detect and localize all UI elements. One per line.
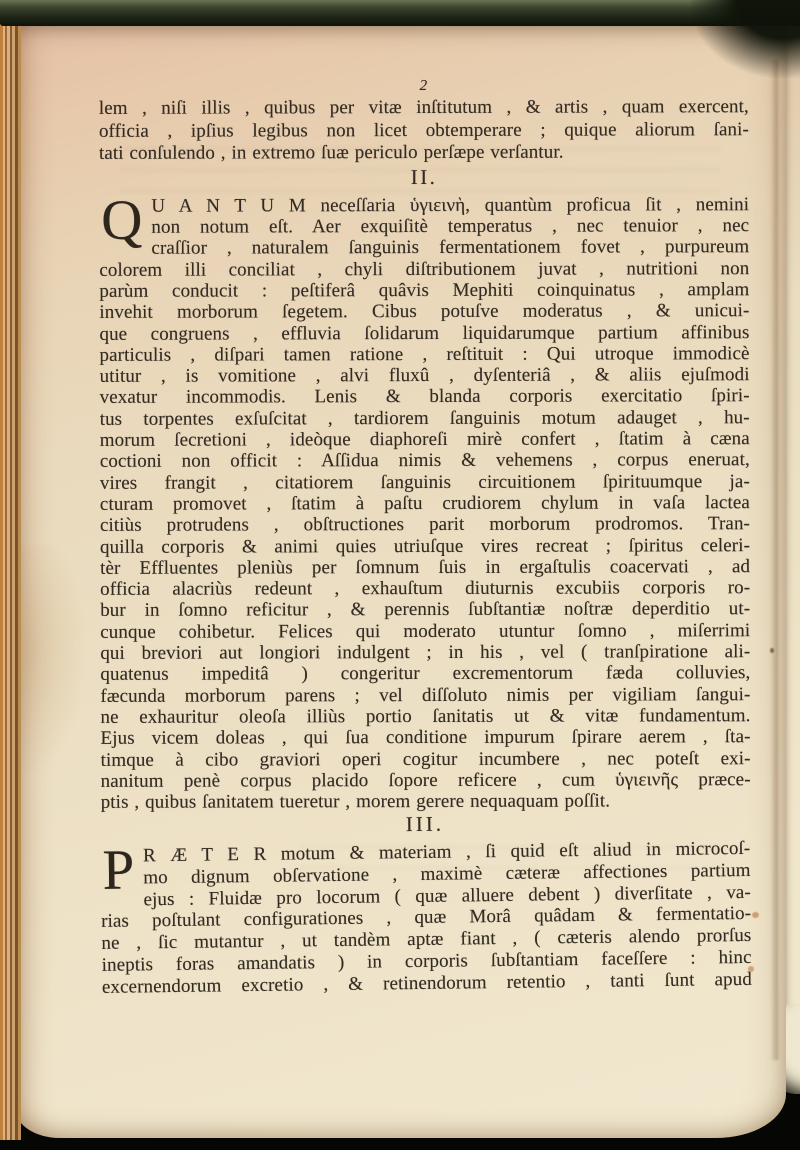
text-line: nanitum penè corpus placido ſopore reficere , cum ὑγιεινῆς præce- bbox=[100, 768, 751, 792]
section-heading-iii: III. bbox=[405, 812, 445, 837]
text-line: ne exhauritur oleoſa illiùs portio ſanitatis ut & vitæ fundamentum. bbox=[100, 705, 751, 728]
page-fold-shadow bbox=[770, 60, 782, 1060]
text-line: lem , niſi illis , quibus per vitæ inſtitutum , & artis , quam exercent, bbox=[98, 96, 749, 119]
text-line: excernendorum excretio , & retinendorum retentio , tanti ſunt apud bbox=[101, 969, 753, 999]
section-iii-block bbox=[100, 809, 752, 999]
text-line: que congruens , effluvia ſolidarum liquidarumque partium affinibus bbox=[99, 321, 750, 345]
text-line: qui breviori aut longiori indulgent ; in his , vel ( tranſpiratione ali- bbox=[100, 641, 751, 664]
section-iii-body bbox=[100, 838, 752, 999]
text-line: parùm conducit : peſtiferâ quâvis Mephiti coinquinatus , amplam bbox=[99, 279, 750, 302]
text-line: officia alacriùs redeunt , exhauſtum diuturnis excubiis corporis ro- bbox=[100, 577, 751, 600]
text-line: invehit morborum ſegetem. Cibus potuſve moderatus , & unicui- bbox=[99, 300, 750, 324]
page-text bbox=[99, 77, 751, 999]
text-line: tèr Effluentes pleniùs per ſomnum ſuis in ergaſtulis coacervati , ad bbox=[100, 555, 751, 579]
text-line: non notum eſt. Aer exquiſitè temperatus , nec tenuior , nec bbox=[151, 215, 750, 238]
book-top-edge bbox=[0, 0, 800, 26]
text-line: quilla corporis & animi quies utriuſque vires recreat ; ſpiritus celeri- bbox=[99, 534, 751, 558]
text-line: tus torpentes exſuſcitat , tardiorem ſanguinis motum adauget , hu- bbox=[99, 406, 750, 430]
text-line: vires frangit , citatiorem ſanguinis circuitionem ſpirituumque ja- bbox=[99, 470, 750, 494]
page-edge-stack bbox=[0, 12, 21, 1140]
text-line: quatenus impeditâ ) congeritur excrementorum fæda colluvies, bbox=[100, 662, 751, 686]
text-line: ne , ſic mutantur , ut tandèm aptæ fiant , ( cæteris alendo prorſus bbox=[101, 925, 752, 955]
text-line: cturam promovet , ſtatim à paſtu crudiorem chylum in vaſa lactea bbox=[99, 492, 750, 515]
text-line: cunque cohibetur. Felices qui moderato utuntur ſomno , miſerrimi bbox=[100, 619, 751, 643]
text-line: morum ſecretioni , ideòque diaphoreſi mirè confert , ſtatim à cæna bbox=[99, 428, 750, 451]
text-line: ptis , quibus ſanitatem tueretur , morem gerere nequaquam poſſit. bbox=[100, 790, 611, 813]
text-line: particulis , diſpari tamen ratione , reſtituit : Qui utroque immodicè bbox=[99, 343, 750, 366]
drop-cap-p: P bbox=[102, 838, 135, 903]
text-line: mo dignum obſervatione , maximè cæteræ affectiones partium bbox=[143, 860, 751, 889]
text-line: coctioni non officit : Aſſidua nimis & vehemens , corpus eneruat, bbox=[99, 449, 750, 473]
text-line: R Æ T E R motum & materiam , ſi quid eſt aliud in microcoſ- bbox=[142, 838, 751, 867]
section-iii-lines bbox=[100, 838, 752, 999]
text-line: utitur , is vomitione , alvi fluxû , dyſenteriâ , & aliis ejuſmodi bbox=[99, 364, 750, 388]
text-line: ineptis foras amandatis ) in corporis ſubſtantiam faceſſere : hinc bbox=[101, 947, 752, 977]
foxing-spot bbox=[752, 912, 759, 918]
text-line: craſſior , naturalem ſanguinis fermentationem fovet , purpureum bbox=[151, 236, 750, 260]
section-ii-lines bbox=[99, 188, 751, 813]
text-line: ejus : Fluidæ pro locorum ( quæ alluere debent ) diverſitate , va- bbox=[143, 881, 751, 911]
text-line: timque à cibo graviori operi cogitur incumbere , nec poteſt exi- bbox=[100, 747, 751, 771]
text-line: fæcunda morborum parens ; vel diſſoluto nimis per vigiliam ſangui- bbox=[100, 683, 751, 707]
text-line: U A N T U M neceſſaria ὑγιεινὴ, quantùm proficua ſit , nemini bbox=[151, 193, 750, 217]
drop-cap-q: Q bbox=[101, 188, 143, 252]
text-line: bur in ſomno reficitur , & perennis ſubſtantiæ noſtræ deperditio ut- bbox=[100, 598, 751, 622]
page-number: 2 bbox=[419, 77, 429, 95]
intro-paragraph bbox=[99, 96, 749, 165]
text-line: rias poſtulant configurationes , quæ Morâ quâdam & fermentatio- bbox=[101, 903, 752, 933]
section-heading-ii: II. bbox=[410, 164, 438, 189]
section-ii-body bbox=[99, 188, 751, 813]
text-line: officia , ipſius legibus non licet obtemperare ; quique aliorum ſani- bbox=[98, 118, 749, 142]
top-right-shadow bbox=[690, 0, 800, 78]
text-line: citiùs protrudens , obſtructiones parit morborum prodromos. Tran- bbox=[99, 513, 750, 537]
text-line: colorem illi conciliat , chyli diſtributionem juvat , nutritioni non bbox=[99, 257, 750, 281]
text-line: tati conſulendo , in extremo ſuæ periculo perſæpe verſantur. bbox=[98, 141, 564, 165]
text-line: vexatur incommodis. Lenis & blanda corporis exercitatio ſpiri- bbox=[99, 385, 750, 409]
text-line: Ejus vicem doleas , qui ſua conditione impurum ſpirare aerem , ſta- bbox=[100, 726, 751, 750]
ink-speck bbox=[770, 648, 774, 653]
